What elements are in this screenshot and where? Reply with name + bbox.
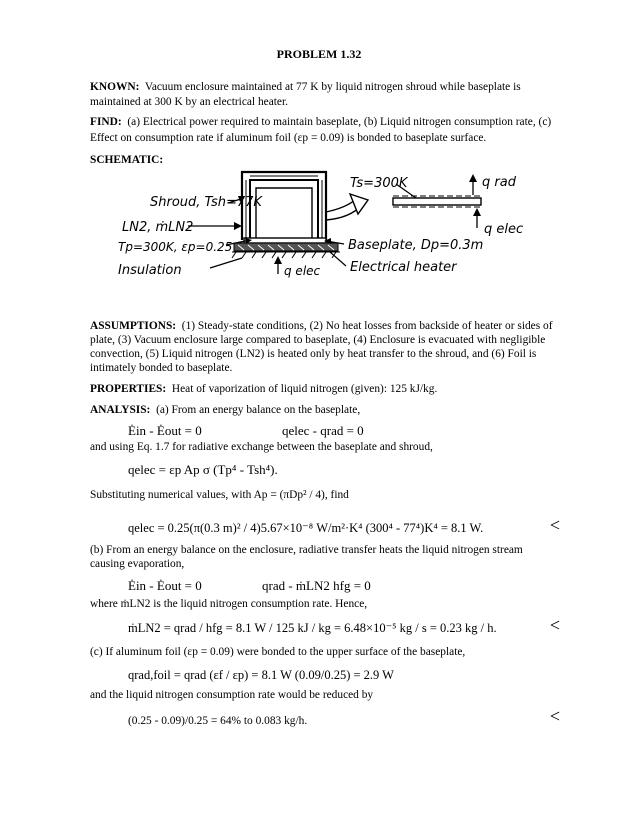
qelec-bottom-arrow [274, 256, 282, 264]
properties-label: PROPERTIES: [90, 383, 167, 395]
assumptions-text-2: plate, (3) Vacuum enclosure large compared to baseplate, (4) Enclosure is evacuated with negligible [90, 334, 546, 346]
insulation-hatch [232, 252, 340, 258]
find-label: FIND: [90, 116, 122, 128]
analysis-label: ANALYSIS: [90, 404, 151, 416]
result-marker-b: < [549, 615, 560, 635]
label-qrad: q rad [482, 175, 516, 190]
assumptions-label: ASSUMPTIONS: [90, 320, 177, 332]
find-text-2: Effect on consumption rate if aluminum foil (εp = 0.09) is bonded to baseplate surface. [90, 132, 487, 144]
analysis-where-line: where ṁLN2 is the liquid nitrogen consumption rate. Hence, [90, 598, 368, 610]
schematic-label: SCHEMATIC: [90, 154, 164, 166]
analysis-line [90, 403, 360, 418]
eq-reduction: (0.25 - 0.09)/0.25 = 64% to 0.083 kg/h. [128, 715, 308, 727]
eq-energy-balance-a: Ėin - Ėout = 0 [128, 423, 202, 438]
label-shroud: Shroud, Tsh=77K [150, 195, 262, 210]
analysis-substitute-line: Substituting numerical values, with Ap = (πDp² / 4), find [90, 489, 349, 501]
assumptions-text-3: convection, (5) Liquid nitrogen (LN2) is heated only by heat transfer to the shroud, and (6) Foil is [90, 348, 537, 360]
properties-line [90, 382, 437, 397]
eq-radiative-exchange: qelec = εp Ap σ (Tp⁴ - Tsh⁴). [128, 462, 278, 477]
label-tp: Tp=300K, εp=0.25 [118, 240, 233, 254]
detail-baseplate [393, 198, 481, 205]
analysis-eq17-line: and using Eq. 1.7 for radiative exchange between the baseplate and shroud, [90, 441, 433, 453]
analysis-intro: (a) From an energy balance on the baseplate, [156, 404, 361, 416]
known-text-2: maintained at 300 K by an electrical heater. [90, 96, 288, 108]
known-label: KNOWN: [90, 81, 140, 93]
label-ts: Ts=300K [350, 176, 408, 191]
outflow-arrow [350, 194, 368, 214]
analysis-reduced-line: and the liquid nitrogen consumption rate would be reduced by [90, 689, 374, 701]
eq-consumption-rate: ṁLN2 = qrad / hfg = 8.1 W / 125 kJ / kg = 6.48×10⁻⁵ kg / s = 0.23 kg / h. [128, 621, 497, 635]
label-baseplate: Baseplate, Dp=0.3m [348, 238, 484, 253]
eq-qelec-result: qelec = 0.25(π(0.3 m)² / 4)5.67×10⁻⁸ W/m²·K⁴ (300⁴ - 77⁴)K⁴ = 8.1 W. [128, 521, 484, 535]
find-text-1: (a) Electrical power required to maintain baseplate, (b) Liquid nitrogen consumption rate, (c) [127, 116, 552, 128]
known-text-1: Vacuum enclosure maintained at 77 K by liquid nitrogen shroud while baseplate is [144, 81, 521, 93]
partb-line-1: (b) From an energy balance on the enclosure, radiative transfer heats the liquid nitrogen stream [90, 544, 523, 556]
enclosure-inner [256, 188, 312, 238]
label-insulation: Insulation [118, 263, 182, 278]
partb-line-2: causing evaporation, [90, 558, 185, 570]
eq-energy-balance-b: qelec - qrad = 0 [282, 423, 364, 438]
eq-foil-qrad: qrad,foil = qrad (εf / εp) = 8.1 W (0.09/0.25) = 2.9 W [128, 668, 394, 682]
problem-title: PROBLEM 1.32 [276, 47, 362, 61]
qrad-arrow [469, 174, 477, 182]
eq-enclosure-balance-a: Ėin - Ėout = 0 [128, 578, 202, 593]
label-ln2: LN2, ṁLN2 [122, 220, 194, 235]
electrical-heater [234, 243, 338, 251]
assumptions-text-1: (1) Steady-state conditions, (2) No heat losses from backside of heater or sides of [181, 320, 553, 332]
result-marker-a: < [549, 515, 560, 535]
label-qelec-bottom: q elec [284, 264, 321, 278]
assumptions-text-4: intimately bonded to baseplate. [90, 362, 233, 374]
label-heater: Electrical heater [350, 260, 457, 275]
baseplate [244, 238, 326, 243]
result-marker-c: < [549, 706, 560, 726]
qelec-right-arrow [473, 208, 481, 216]
properties-text: Heat of vaporization of liquid nitrogen (given): 125 kJ/kg. [171, 383, 438, 395]
eq-enclosure-balance-b: qrad - ṁLN2 hfg = 0 [262, 578, 371, 593]
label-qelec-right: q elec [484, 222, 524, 237]
partc-line: (c) If aluminum foil (εp = 0.09) were bonded to the upper surface of the baseplate, [90, 646, 466, 658]
assumptions-line-1 [90, 319, 553, 334]
shroud-inner-wall [250, 180, 318, 240]
